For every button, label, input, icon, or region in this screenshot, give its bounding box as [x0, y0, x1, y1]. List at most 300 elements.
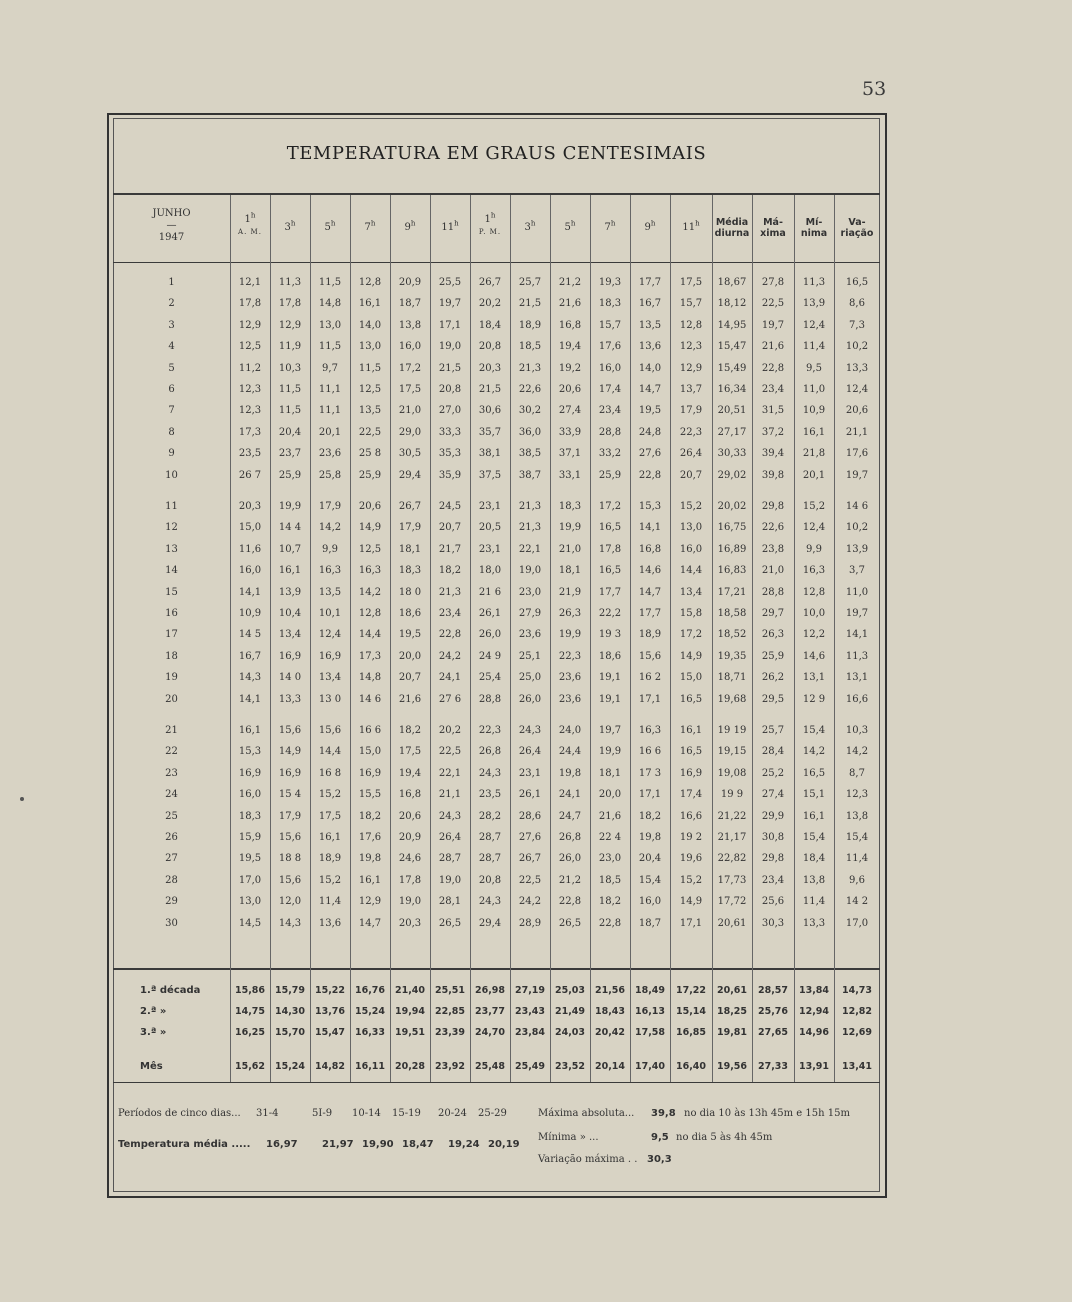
table-cell: 30,33 — [717, 448, 747, 460]
summary-cell: 14,82 — [314, 1061, 346, 1072]
header-hour-suffix: h — [570, 219, 576, 228]
table-cell: 38,7 — [518, 469, 542, 481]
table-cell: 12,9 — [278, 319, 302, 331]
table-cell: 18,3 — [558, 501, 582, 512]
table-cell: 28,7 — [478, 832, 502, 843]
table-cell: 14,6 — [802, 650, 826, 662]
day-number: 22 — [165, 746, 178, 758]
header-hour — [470, 211, 510, 238]
table-cell: 21,6 — [398, 693, 422, 705]
table-cell: 21,3 — [438, 586, 462, 598]
table-cell: 19,08 — [717, 767, 747, 779]
summary-cell: 20,14 — [594, 1061, 626, 1072]
period-range: 5I-9 — [312, 1108, 333, 1119]
table-cell: 8,7 — [849, 767, 865, 779]
table-cell: 26,4 — [438, 832, 462, 843]
table-cell: 16,1 — [318, 832, 342, 843]
table-cell: 16,5 — [598, 565, 622, 577]
summary-cell: 24,70 — [474, 1027, 506, 1038]
table-cell: 19,8 — [558, 767, 582, 779]
summary-cell: 27,19 — [514, 985, 546, 996]
table-cell: 27,4 — [558, 405, 582, 417]
table-cell: 14,2 — [318, 522, 342, 534]
summary-cell: 14,73 — [841, 985, 873, 996]
min-text: no dia 5 às 4h 45m — [676, 1132, 773, 1143]
table-cell: 29,9 — [761, 810, 785, 822]
day-number: 12 — [165, 522, 178, 534]
day-number: 28 — [165, 874, 178, 886]
header-hour-number: 9 — [644, 222, 651, 233]
table-cell: 31,5 — [761, 405, 785, 417]
summary-cell: 18,49 — [634, 985, 666, 996]
table-cell: 14,9 — [679, 896, 703, 908]
table-cell: 17,1 — [638, 789, 662, 801]
table-cell: 21,5 — [478, 384, 502, 395]
table-cell: 19,7 — [845, 608, 869, 619]
table-cell: 11,6 — [238, 543, 262, 555]
day-number: 3 — [168, 319, 175, 331]
header-hour-suffix: h — [695, 219, 700, 228]
table-cell: 16,3 — [638, 725, 662, 736]
table-cell: 18,2 — [358, 810, 382, 822]
table-cell: 19 3 — [598, 629, 622, 641]
var-value: 30,3 — [647, 1154, 672, 1165]
table-cell: 22,3 — [679, 426, 703, 438]
table-rule — [113, 193, 880, 195]
table-rule — [113, 262, 880, 263]
table-cell: 23,7 — [278, 448, 302, 460]
table-cell: 26,3 — [558, 608, 582, 619]
table-cell: 11,3 — [802, 277, 826, 288]
table-cell: 21,22 — [717, 810, 747, 822]
table-cell: 22,82 — [717, 853, 747, 865]
table-cell: 16,8 — [638, 543, 662, 555]
table-cell: 24,3 — [478, 896, 502, 908]
table-cell: 19,1 — [598, 672, 622, 684]
table-cell: 28,4 — [761, 746, 785, 758]
table-cell: 25,9 — [278, 469, 302, 481]
summary-cell: 20,28 — [394, 1061, 426, 1072]
table-cell: 29,02 — [717, 469, 747, 481]
summary-cell: 23,84 — [514, 1027, 546, 1038]
table-cell: 11,4 — [802, 896, 826, 908]
table-cell: 21,5 — [438, 362, 462, 374]
table-cell: 20,5 — [478, 522, 502, 534]
summary-cell: 12,69 — [841, 1027, 873, 1038]
summary-label: 3.ª » — [140, 1027, 167, 1038]
table-cell: 14 5 — [238, 629, 262, 641]
table-cell: 26,1 — [478, 608, 502, 619]
table-cell: 21,8 — [802, 448, 826, 460]
table-cell: 16,1 — [802, 426, 826, 438]
table-cell: 35,3 — [438, 448, 462, 460]
table-cell: 14 6 — [358, 693, 382, 705]
table-cell: 16 8 — [318, 767, 342, 779]
table-cell: 8,6 — [849, 298, 865, 310]
table-cell: 18,1 — [598, 767, 622, 779]
summary-cell: 15,86 — [234, 985, 266, 996]
header-hour-suffix: h — [410, 219, 416, 228]
summary-cell: 16,40 — [675, 1061, 707, 1072]
summary-cell: 15,14 — [675, 1006, 707, 1017]
table-cell: 13,9 — [802, 298, 826, 310]
table-cell: 23,6 — [318, 448, 342, 460]
table-cell: 15,2 — [802, 501, 826, 512]
table-cell: 18,3 — [238, 810, 262, 822]
page-number: 53 — [862, 78, 887, 100]
table-cell: 14,0 — [358, 319, 382, 331]
table-cell: 10,9 — [802, 405, 826, 417]
table-cell: 22,6 — [761, 522, 785, 534]
period-range: 15-19 — [392, 1108, 421, 1119]
table-cell: 21,7 — [438, 543, 462, 555]
table-cell: 17,7 — [638, 277, 662, 288]
table-cell: 19,0 — [438, 341, 462, 353]
table-cell: 16,6 — [679, 810, 703, 822]
summary-cell: 13,76 — [314, 1006, 346, 1017]
table-cell: 24,7 — [558, 810, 582, 822]
table-cell: 15,2 — [679, 874, 703, 886]
table-cell: 29,4 — [478, 917, 502, 929]
table-cell: 24,4 — [558, 746, 582, 758]
period-mean: 21,97 — [322, 1139, 354, 1150]
table-cell: 13,0 — [318, 319, 342, 331]
table-cell: 16,0 — [238, 789, 262, 801]
summary-cell: 15,22 — [314, 985, 346, 996]
table-cell: 14,5 — [238, 917, 262, 929]
table-cell: 17,8 — [278, 298, 302, 310]
day-number: 11 — [165, 501, 178, 512]
table-cell: 18,2 — [398, 725, 422, 736]
table-cell: 19,4 — [558, 341, 582, 353]
summary-cell: 19,51 — [394, 1027, 426, 1038]
table-cell: 21,0 — [761, 565, 785, 577]
table-cell: 33,1 — [558, 469, 582, 481]
summary-cell: 18,25 — [716, 1006, 748, 1017]
table-cell: 19,9 — [278, 501, 302, 512]
table-cell: 15,2 — [318, 874, 342, 886]
table-cell: 29,0 — [398, 426, 422, 438]
summary-cell: 13,84 — [798, 985, 830, 996]
table-cell: 18,67 — [717, 277, 747, 288]
table-cell: 37,2 — [761, 426, 785, 438]
header-hour — [590, 219, 630, 234]
table-cell: 22,1 — [438, 767, 462, 779]
table-cell: 10,4 — [278, 608, 302, 619]
table-cell: 10,2 — [845, 522, 869, 534]
table-cell: 10,3 — [278, 362, 302, 374]
table-cell: 12,5 — [358, 543, 382, 555]
summary-cell: 23,77 — [474, 1006, 506, 1017]
table-cell: 24,2 — [438, 650, 462, 662]
summary-cell: 15,47 — [314, 1027, 346, 1038]
table-cell: 25 8 — [358, 448, 382, 460]
table-cell: 13,5 — [638, 319, 662, 331]
table-cell: 14,6 — [638, 565, 662, 577]
table-cell: 19,6 — [679, 853, 703, 865]
table-cell: 28,8 — [761, 586, 785, 598]
header-hour-number: 1 — [484, 214, 491, 225]
header-dash: — — [166, 220, 177, 231]
table-cell: 20,51 — [717, 405, 747, 417]
header-hour-number: 7 — [364, 222, 371, 233]
table-cell: 9,6 — [849, 874, 865, 886]
table-cell: 23,5 — [238, 448, 262, 460]
table-cell: 16,0 — [598, 362, 622, 374]
table-cell: 19,7 — [761, 319, 785, 331]
table-cell: 21,0 — [558, 543, 582, 555]
table-cell: 39,4 — [761, 448, 785, 460]
table-cell: 11,5 — [278, 405, 302, 417]
header-hour-suffix: h — [530, 219, 536, 228]
mean-label: Temperatura média ..... — [118, 1139, 251, 1150]
table-cell: 16 6 — [358, 725, 382, 736]
table-cell: 20,8 — [438, 384, 462, 395]
table-cell: 22,5 — [761, 298, 785, 310]
period-mean: 20,19 — [488, 1139, 520, 1150]
table-cell: 23,4 — [761, 874, 785, 886]
table-cell: 11,0 — [802, 384, 826, 395]
header-hour — [510, 219, 550, 234]
header-hour — [550, 219, 590, 234]
table-cell: 20,02 — [717, 501, 747, 512]
header-hour-suffix: h — [330, 219, 336, 228]
table-cell: 16,9 — [358, 767, 382, 779]
table-cell: 26 7 — [238, 469, 262, 481]
table-cell: 15,49 — [717, 362, 747, 374]
summary-cell: 16,13 — [634, 1006, 666, 1017]
table-cell: 18,4 — [478, 319, 502, 331]
table-cell: 14,4 — [679, 565, 703, 577]
table-cell: 14,2 — [358, 586, 382, 598]
table-cell: 13,9 — [278, 586, 302, 598]
table-cell: 15,3 — [638, 501, 662, 512]
table-cell: 20,1 — [802, 469, 826, 481]
summary-cell: 17,22 — [675, 985, 707, 996]
table-cell: 24,1 — [438, 672, 462, 684]
header-stat-line1: Mí- — [805, 217, 823, 228]
summary-cell: 25,48 — [474, 1061, 506, 1072]
table-cell: 13 0 — [318, 693, 342, 705]
table-cell: 16 2 — [638, 672, 662, 684]
header-hour-suffix: h — [370, 219, 376, 228]
table-cell: 19,2 — [558, 362, 582, 374]
summary-cell: 14,30 — [274, 1006, 306, 1017]
table-cell: 17,9 — [278, 810, 302, 822]
header-year: 1947 — [158, 232, 185, 243]
table-cell: 15,4 — [638, 874, 662, 886]
table-cell: 17,7 — [598, 586, 622, 598]
table-cell: 21,2 — [558, 874, 582, 886]
table-cell: 14 2 — [845, 896, 869, 908]
summary-cell: 14,75 — [234, 1006, 266, 1017]
summary-cell: 12,82 — [841, 1006, 873, 1017]
table-cell: 15,4 — [802, 725, 826, 736]
table-cell: 14,9 — [358, 522, 382, 534]
table-cell: 37,5 — [478, 469, 502, 481]
summary-cell: 25,51 — [434, 985, 466, 996]
day-number: 5 — [168, 362, 175, 374]
table-cell: 10,0 — [802, 608, 826, 619]
day-number: 7 — [168, 405, 175, 417]
table-cell: 13,0 — [238, 896, 262, 908]
table-cell: 27,6 — [518, 832, 542, 843]
table-cell: 11,5 — [278, 384, 302, 395]
table-rule — [113, 968, 880, 970]
table-cell: 15,5 — [358, 789, 382, 801]
table-cell: 19,35 — [717, 650, 747, 662]
table-cell: 18,12 — [717, 298, 747, 310]
table-cell: 17,73 — [717, 874, 747, 886]
max-abs-text: no dia 10 às 13h 45m e 15h 15m — [684, 1108, 850, 1119]
table-cell: 22,8 — [761, 362, 785, 374]
table-cell: 28,7 — [438, 853, 462, 865]
table-cell: 17,21 — [717, 586, 747, 598]
table-cell: 26,3 — [761, 629, 785, 641]
summary-cell: 19,81 — [716, 1027, 748, 1038]
table-cell: 16,6 — [845, 693, 869, 705]
table-cell: 23,1 — [518, 767, 542, 779]
table-cell: 22,1 — [518, 543, 542, 555]
table-cell: 25,4 — [478, 672, 502, 684]
table-cell: 20,3 — [398, 917, 422, 929]
table-cell: 17,0 — [845, 917, 869, 929]
table-cell: 12,4 — [318, 629, 342, 641]
summary-cell: 19,56 — [716, 1061, 748, 1072]
table-cell: 19,0 — [518, 565, 542, 577]
table-cell: 19,7 — [438, 298, 462, 310]
table-cell: 17,1 — [438, 319, 462, 331]
summary-cell: 15,79 — [274, 985, 306, 996]
header-period: A. M. — [238, 228, 262, 236]
period-mean: 18,47 — [402, 1139, 434, 1150]
day-number: 2 — [168, 298, 175, 310]
table-cell: 14,7 — [638, 586, 662, 598]
table-cell: 17,5 — [318, 810, 342, 822]
table-cell: 3,7 — [849, 565, 865, 577]
table-cell: 28,8 — [478, 693, 502, 705]
table-cell: 15,7 — [598, 319, 622, 331]
table-cell: 14,7 — [358, 917, 382, 929]
table-cell: 24,3 — [478, 767, 502, 779]
summary-label: 1.ª década — [140, 985, 201, 996]
table-cell: 14,2 — [802, 746, 826, 758]
header-stat — [794, 217, 834, 239]
table-cell: 11,3 — [845, 650, 869, 662]
table-cell: 16,5 — [598, 522, 622, 534]
table-cell: 12,4 — [802, 319, 826, 331]
table-cell: 17,0 — [238, 874, 262, 886]
table-cell: 26,0 — [558, 853, 582, 865]
header-hour-suffix: h — [650, 219, 656, 228]
table-cell: 13,3 — [845, 362, 869, 374]
period-range: 20-24 — [438, 1108, 467, 1119]
table-cell: 21,3 — [518, 362, 542, 374]
table-cell: 21,3 — [518, 501, 542, 512]
table-cell: 28,6 — [518, 810, 542, 822]
table-cell: 26,0 — [518, 693, 542, 705]
table-cell: 18,5 — [518, 341, 542, 353]
table-cell: 18,7 — [398, 298, 422, 310]
period-mean: 19,24 — [448, 1139, 480, 1150]
header-hour — [270, 219, 310, 234]
periods-label: Períodos de cinco dias... — [118, 1108, 241, 1119]
table-cell: 16,0 — [638, 896, 662, 908]
period-range: 10-14 — [352, 1108, 381, 1119]
table-cell: 22,5 — [518, 874, 542, 886]
table-cell: 27,4 — [761, 789, 785, 801]
summary-cell: 14,96 — [798, 1027, 830, 1038]
table-cell: 19,8 — [638, 832, 662, 843]
table-cell: 29,4 — [398, 469, 422, 481]
table-cell: 18 8 — [278, 853, 302, 865]
table-cell: 26,7 — [398, 501, 422, 512]
table-cell: 15,9 — [238, 832, 262, 843]
table-cell: 18,6 — [598, 650, 622, 662]
table-cell: 16,0 — [238, 565, 262, 577]
table-cell: 18,2 — [598, 896, 622, 908]
summary-cell: 17,40 — [634, 1061, 666, 1072]
table-cell: 12,3 — [679, 341, 703, 353]
table-cell: 21,9 — [558, 586, 582, 598]
table-cell: 13,4 — [278, 629, 302, 641]
table-cell: 36,0 — [518, 426, 542, 438]
table-cell: 13,7 — [679, 384, 703, 395]
summary-cell: 25,76 — [757, 1006, 789, 1017]
header-hour-number: 3 — [284, 222, 291, 233]
header-hour-suffix: h — [290, 219, 296, 228]
table-cell: 18,3 — [398, 565, 422, 577]
table-cell: 16,1 — [358, 874, 382, 886]
table-cell: 26,7 — [478, 277, 502, 288]
table-cell: 19,3 — [598, 277, 622, 288]
table-cell: 25,7 — [518, 277, 542, 288]
table-cell: 20,6 — [558, 384, 582, 395]
day-number: 24 — [165, 789, 178, 801]
summary-cell: 16,85 — [675, 1027, 707, 1038]
table-cell: 14,2 — [845, 746, 869, 758]
table-cell: 18,0 — [478, 565, 502, 577]
table-cell: 23,0 — [518, 586, 542, 598]
table-cell: 25,0 — [518, 672, 542, 684]
day-number: 30 — [165, 917, 178, 929]
table-cell: 15 4 — [278, 789, 302, 801]
table-cell: 26,1 — [518, 789, 542, 801]
table-cell: 20,9 — [398, 277, 422, 288]
table-cell: 21,2 — [558, 277, 582, 288]
table-cell: 18,9 — [518, 319, 542, 331]
table-cell: 11,4 — [802, 341, 826, 353]
day-number: 25 — [165, 810, 178, 822]
table-cell: 18,9 — [318, 853, 342, 865]
day-number: 9 — [168, 448, 175, 460]
table-cell: 17,7 — [638, 608, 662, 619]
table-cell: 20,2 — [438, 725, 462, 736]
table-cell: 20,6 — [398, 810, 422, 822]
max-abs-label: Máxima absoluta... — [538, 1108, 635, 1119]
table-cell: 15,3 — [238, 746, 262, 758]
table-cell: 30,6 — [478, 405, 502, 417]
day-number: 27 — [165, 853, 178, 865]
summary-cell: 21,56 — [594, 985, 626, 996]
table-cell: 12,3 — [238, 384, 262, 395]
summary-cell: 23,39 — [434, 1027, 466, 1038]
table-cell: 14,1 — [238, 586, 262, 598]
table-cell: 16,0 — [679, 543, 703, 555]
table-cell: 14 4 — [278, 522, 302, 534]
day-number: 1 — [168, 277, 175, 288]
table-cell: 11,5 — [358, 362, 382, 374]
